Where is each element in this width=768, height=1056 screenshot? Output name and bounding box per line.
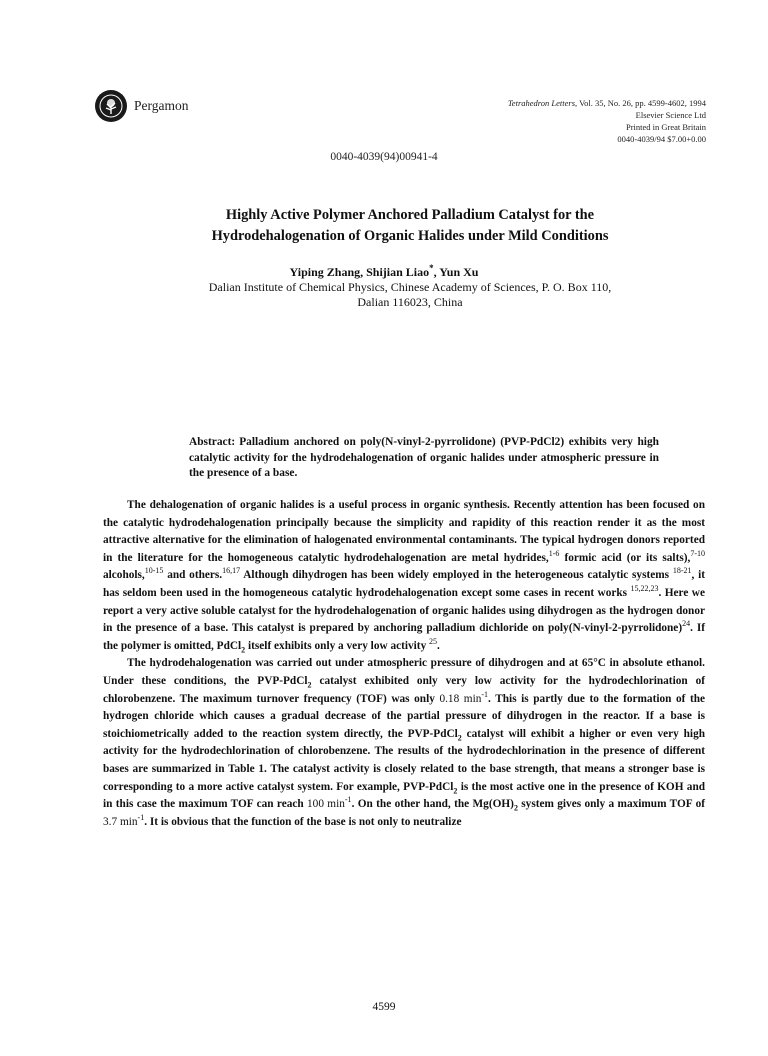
journal-citation: Tetrahedron Letters, Vol. 35, No. 26, pp. 4599-4602, 1994	[507, 98, 706, 108]
author-list: Yiping Zhang, Shijian Liao*, Yun Xu	[289, 263, 479, 279]
printed-line: Printed in Great Britain	[625, 122, 706, 132]
publisher-line: Elsevier Science Ltd	[635, 110, 706, 120]
paper-title	[140, 205, 680, 247]
body-text	[103, 497, 705, 831]
pergamon-tree-logo-icon	[95, 90, 127, 122]
publisher-logo	[95, 90, 189, 122]
abstract	[189, 435, 659, 482]
document-code: 0040-4039(94)00941-4	[330, 151, 438, 163]
affiliation-line-2: Dalian 116023, China	[357, 294, 463, 309]
publisher-name: Pergamon	[134, 98, 189, 113]
corresponding-mark: *	[429, 263, 434, 273]
abstract-label: Abstract:	[189, 436, 236, 448]
affiliation-line-1: Dalian Institute of Chemical Physics, Chinese Academy of Sciences, P. O. Box 110,	[208, 280, 612, 294]
title-line-2: Hydrodehalogenation of Organic Halides under Mild Conditions	[211, 228, 609, 244]
journal-meta	[508, 97, 706, 145]
affiliation	[150, 280, 670, 309]
page-number: 4599	[372, 1001, 396, 1013]
price-line: 0040-4039/94 $7.00+0.00	[617, 134, 706, 144]
paragraph-1: The dehalogenation of organic halides is a useful process in organic synthesis. Recently attention has been focused on the catalytic hydrodehalogenation principally because the simplicity and rapidity of this reaction render it as the most attractive alternative for the elimination of halogenated environmental contaminants. The typical hydrogen donors reported in the literature for the homogeneous catalytic hydrodehalogenation are metal hydrides,$^{1-6}$ formic acid (or its salts),$^{7-10}$ alcohols,$^{10-15}$ and others.$^{16,17}$ Although dihydrogen has been widely employed in the heterogeneous catalytic systems $^{18-21}$, it has seldom been used in the homogeneous catalytic hydrodehalogenation except some cases in recent works $^{15,22,23}$. Here we report a very active soluble catalyst for the hydrodehalogenation of organic halides using dihydrogen as the hydrogen donor in the presence of a base. This catalyst is prepared by anchoring palladium dichloride on poly(N-vinyl-2-pyrrolidone)$^{24}$. If the polymer is omitted, PdCl$_2$ itself exhibits only a very low activity $^{25}$.	[103, 499, 706, 654]
paragraph-2: The hydrodehalogenation was carried out under atmospheric pressure of dihydrogen and at 65°C in absolute ethanol. Under these conditions, the PVP-PdCl$_2$ catalyst exhibited only very low activity for the hydrodechlorination of chlorobenzene. The maximum turnover frequency (TOF) was only 0.18 $\min^{-1}$. This is partly due to the formation of the hydrogen chloride which causes a gradual decrease of the partial pressure of dihydrogen in the reactor. If a base is stoichiometrically added to the reaction system directly, the PVP-PdCl$_2$ catalyst will exhibit a higher or even very high activity for the hydrodechlorination of chlorobenzene. The results of the hydrodechlorination in the presence of different bases are summarized in Table 1. The catalyst activity is closely related to the base strength, that means a stronger base is corresponding to a more active catalyst system. For example, PVP-PdCl$_2$ is the most active one in the presence of KOH and in this case the maximum TOF can reach 100 $\min^{-1}$. On the other hand, the $Mg(OH)_2$ system gives only a maximum TOF of 3.7 $\min^{-1}$. It is obvious that the function of the base is not only to neutralize	[103, 657, 706, 828]
title-line-1: Highly Active Polymer Anchored Palladium Catalyst for the	[225, 207, 595, 223]
abstract-text: Palladium anchored on poly(N-vinyl-2-pyrrolidone) (PVP-PdCl2) exhibits very high catalytic activity for the hydrodehalogenation of organic halides under atmospheric pressure in the presence of a base.	[189, 436, 659, 479]
